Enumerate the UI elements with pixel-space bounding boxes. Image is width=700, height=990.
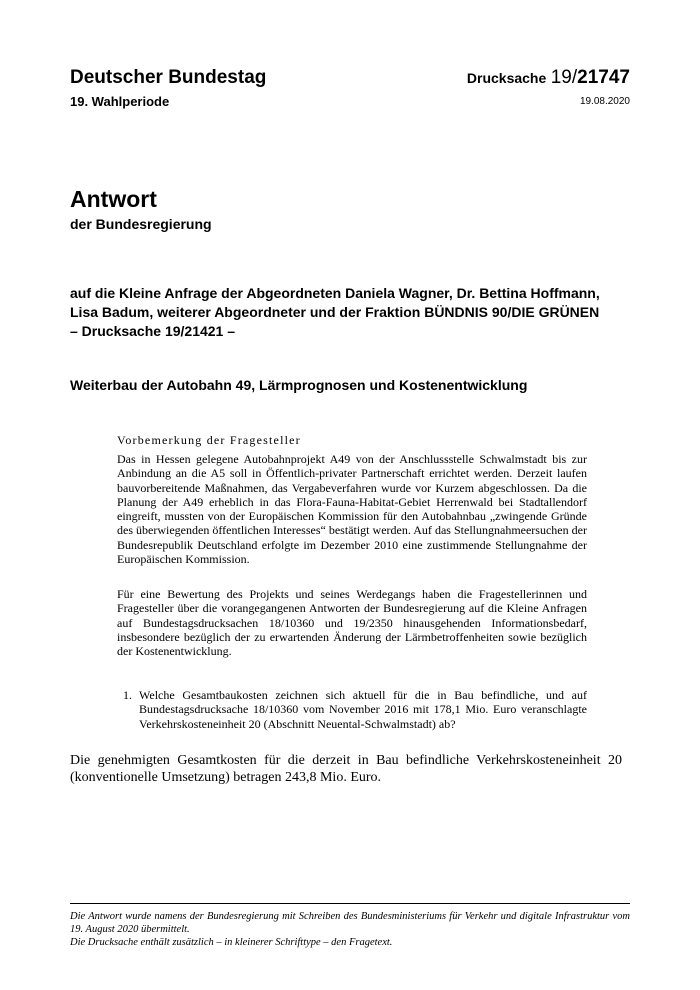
document-title: Antwort: [70, 186, 157, 212]
vorbemerkung-paragraph: Das in Hessen gelegene Autobahnprojekt A49 von der Anschlussstelle Schwalmstadt bis zur Anbindung an die A5 soll in Öffentlich-privater Partnerschaft errichtet werden. Derzeit laufen bauvorbereitende Maßnahmen, das Vergabeverfahren wurde vor Kurzem abgeschlossen. Da die Planung der A49 erheblich in das Flora-Fauna-Habitat-Gebiet Herrenwald bei Stadtallendorf eingreift, mussten von der Europäischen Kommission für den Autobahnbau „zwingende Gründe des überwiegenden öffentlichen Interesses“ bestätigt werden. Auf das Stellungnahmeersuchen der Bundesrepublik Deutschland erfolgte im Dezember 2010 eine zustimmende Stellungnahme der Europäischen Kommission.: [117, 452, 587, 567]
drucksache-prefix: 19/: [550, 67, 578, 88]
drucksache-line: [467, 66, 630, 91]
answer-text: Die genehmigten Gesamtkosten für die derzeit in Bau befindliche Verkehrskosteneinheit 20 (konventionelle Umsetzung) betragen 243,8 Mio. Euro.: [70, 753, 622, 785]
drucksache-label: Drucksache: [466, 70, 547, 86]
vorbemerkung-title: Vorbemerkung der Fragesteller: [117, 433, 301, 447]
footer-divider: [70, 903, 630, 904]
drucksache-number: 21747: [577, 67, 630, 88]
question-number: 1.: [123, 688, 132, 702]
vorbemerkung-paragraph: Für eine Bewertung des Projekts und seines Werdegangs haben die Fragestellerinnen und Fragesteller über die vorangegangenen Antworten der Bundesregierung auf die Kleine Anfragen auf Bundestagsdrucksachen 18/10360 und 19/2350 hinausgehenden Informationsbedarf, insbesondere bezüglich der zu erwartenden Änderung der Lärmbetroffenheiten sowie bezüglich der Kostenentwicklung.: [117, 587, 587, 659]
subject-heading: Weiterbau der Autobahn 49, Lärmprognosen und Kostenentwicklung: [70, 377, 528, 393]
footer-notes: [70, 910, 630, 949]
question-item: [117, 688, 587, 731]
document-subtitle: der Bundesregierung: [70, 216, 212, 232]
footer-note: Die Drucksache enthält zusätzlich – in kleinerer Schrifttype – den Fragetext.: [70, 937, 393, 948]
legislative-period: 19. Wahlperiode: [70, 94, 170, 109]
anfrage-line: auf die Kleine Anfrage der Abgeordneten Daniela Wagner, Dr. Bettina Hoffmann,: [70, 285, 600, 301]
anfrage-line: Lisa Badum, weiterer Abgeordneter und der Fraktion BÜNDNIS 90/DIE GRÜNEN: [70, 304, 600, 320]
anfrage-block: [70, 284, 640, 341]
document-header-left: [70, 66, 266, 109]
question-text: Welche Gesamtbaukosten zeichnen sich aktuell für die in Bau befindliche, und auf Bundestagsdrucksache 18/10360 vom November 2016 mit 178,1 Mio. Euro veranschlagte Verkehrskosteneinheit 20 (Abschnitt Neuental-Schwalmstadt) ab?: [139, 688, 587, 731]
institution-name: Deutscher Bundestag: [70, 67, 267, 88]
footer-note: Die Antwort wurde namens der Bundesregierung mit Schreiben des Bundesministeriums für Verkehr und digitale Infrastruktur vom 19. August 2020 übermittelt.: [70, 911, 630, 935]
document-date: 19.08.2020: [579, 96, 630, 107]
document-header-right: [467, 66, 630, 107]
anfrage-line: – Drucksache 19/21421 –: [70, 323, 236, 339]
